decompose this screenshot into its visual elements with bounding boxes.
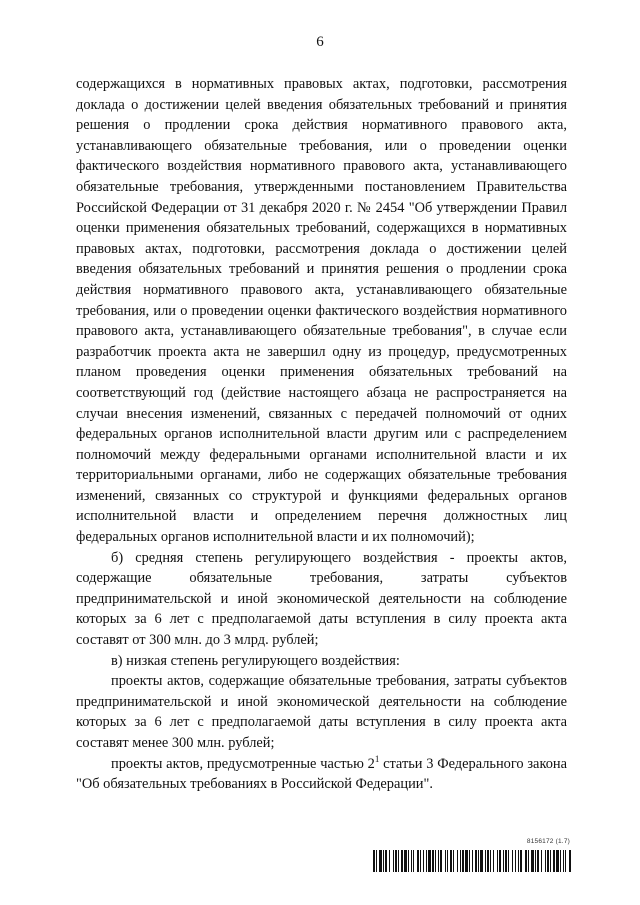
page-number: 6 [316,34,324,50]
paragraph-text-end: статьи 3 Федерального закона "Об обязательных требованиях в Российской Федерации". [76,755,567,793]
document-body [76,74,567,795]
barcode-icon [373,850,571,872]
paragraph-item-b: б) средняя степень регулирующего воздействия - проекты актов, содержащие обязательные требования, затраты субъектов предпринимательской и иной экономической деятельности на соблюдение которых за 6 лет с предполагаемой даты вступления в силу проекта акта составят от 300 млн. до 3 млрд. рублей; [76,549,567,649]
paragraph-low-impact-2 [76,754,567,795]
paragraph-continuation: содержащихся в нормативных правовых актах, подготовки, рассмотрения доклада о достижении целей введения обязательных требований и принятия решения о продлении срока действия нормативного правового акта, устанавливающего обязательные требования, или о проведении оценки фактического воздействия нормативного правового акта, устанавливающего обязательные требования, утвержденными постановлением Правительства Российской Федерации от 31 декабря 2020 г. № 2454 "Об утверждении Правил оценки применения обязательных требований, содержащихся в нормативных правовых актах, подготовки, рассмотрения доклада о достижении целей введения обязательных требований и принятия решения о продлении срока действия нормативного правового акта, устанавливающего обязательные требования, или о проведении оценки фактического воздействия нормативного правового акта, устанавливающего обязательные требования", в случае если разработчик проекта акта не завершил одну из процедур, предусмотренных планом проведения оценки применения обязательных требований на соответствующий год (действие настоящего абзаца не распространяется на случаи внесения изменений, связанных с передачей полномочий от одних федеральных органов исполнительной власти другим или с распределением полномочий между федеральными органами исполнительной власти и их территориальными органами, либо не содержащих обязательные требования изменений, связанных со структурой и функциями федеральных органов исполнительной власти и определением перечня должностных лиц федеральных органов исполнительной власти и их полномочий); [76,76,567,546]
document-code: 8156172 (1.7) [526,838,570,845]
superscript-marker: 1 [374,753,380,764]
paragraph-text-start: проекты актов, предусмотренные частью 2 [111,755,375,772]
paragraph-low-impact-1: проекты актов, содержащие обязательные требования, затраты субъектов предпринимательской и иной экономической деятельности на соблюдение которых за 6 лет с предполагаемой даты вступления в силу проекта акта составят менее 300 млн. рублей; [76,673,567,751]
paragraph-item-v: в) низкая степень регулирующего воздействия: [111,652,400,669]
